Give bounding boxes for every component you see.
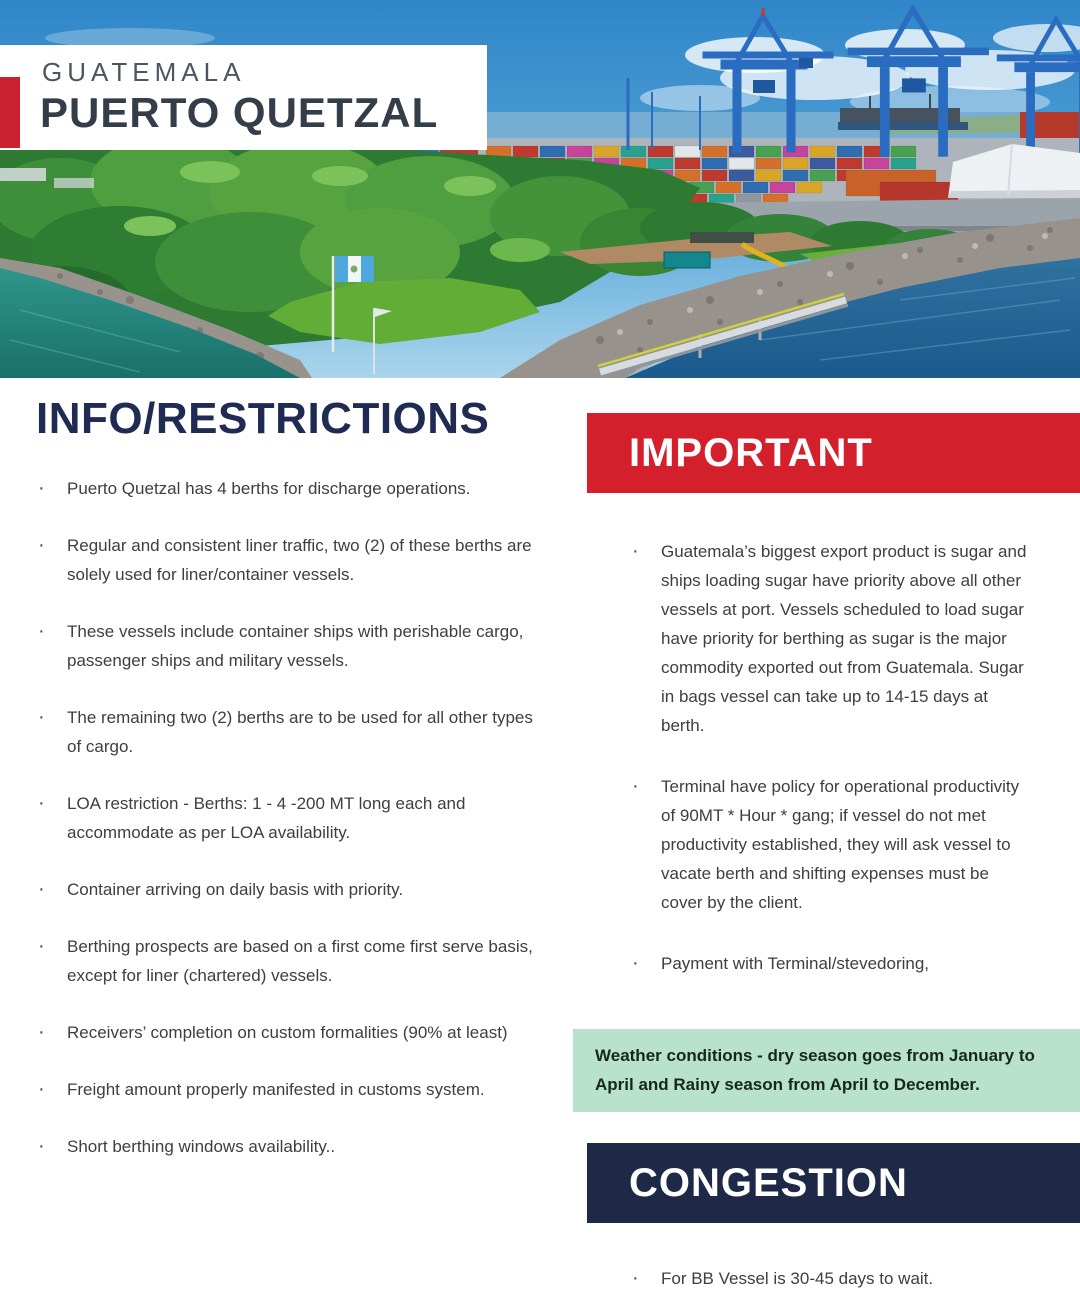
congestion-banner (587, 1143, 1080, 1223)
hero-photo (0, 0, 1080, 378)
info-bullet-item: · Regular and consistent liner traffic, two (2) of these berths are solely used for liner/container vessels. (36, 531, 541, 589)
info-restrictions-section (36, 394, 541, 1189)
important-bullet-item: · Guatemala’s biggest export product is sugar and ships loading sugar have priority above all other vessels at port. Vessels scheduled to load sugar have priority for berthing as sugar is the major commodity exported out from Guatemala. Sugar in bags vessel can take up to 14-15 days at berth. (630, 537, 1030, 740)
important-bullet-item: · Payment with Terminal/stevedoring, (630, 949, 1030, 978)
info-bullet-item: · Short berthing windows availability.. (36, 1132, 541, 1161)
info-bullet-item: · Container arriving on daily basis with priority. (36, 875, 541, 904)
info-bullet-item: · These vessels include container ships with perishable cargo, passenger ships and military vessels. (36, 617, 541, 675)
port-title: PUERTO QUETZAL (40, 89, 439, 136)
info-restrictions-title: INFO/RESTRICTIONS (36, 394, 490, 443)
congestion-bullet-list (630, 1264, 1050, 1294)
info-bullet-item: · LOA restriction - Berths: 1 - 4 -200 MT long each and accommodate as per LOA availability. (36, 789, 541, 847)
red-accent-bar (0, 77, 20, 148)
important-bullet-list (630, 537, 1030, 978)
info-bullet-item: · The remaining two (2) berths are to be used for all other types of cargo. (36, 703, 541, 761)
info-bullet-item: · Freight amount properly manifested in customs system. (36, 1075, 541, 1104)
country-label: GUATEMALA (42, 57, 246, 87)
info-bullet-item: · Receivers’ completion on custom formalities (90% at least) (36, 1018, 541, 1047)
weather-note-text: Weather conditions - dry season goes from January to April and Rainy season from April to December. (595, 1046, 1035, 1094)
info-bullet-item: · Puerto Quetzal has 4 berths for discharge operations. (36, 474, 541, 503)
info-bullet-item: · Berthing prospects are based on a first come first serve basis, except for liner (chartered) vessels. (36, 932, 541, 990)
congestion-title: CONGESTION (629, 1160, 908, 1205)
weather-note-box (573, 1029, 1080, 1112)
congestion-bullet-item: · For BB Vessel is 30-45 days to wait. (630, 1264, 1050, 1293)
important-banner (587, 413, 1080, 493)
important-section (587, 413, 1080, 1010)
info-bullet-list (36, 474, 541, 1161)
title-card (0, 45, 487, 150)
important-title: IMPORTANT (629, 430, 873, 475)
important-bullet-item: · Terminal have policy for operational productivity of 90MT * Hour * gang; if vessel do not met productivity established, they will ask vessel to vacate berth and shifting expenses must be cover by the client. (630, 772, 1030, 917)
